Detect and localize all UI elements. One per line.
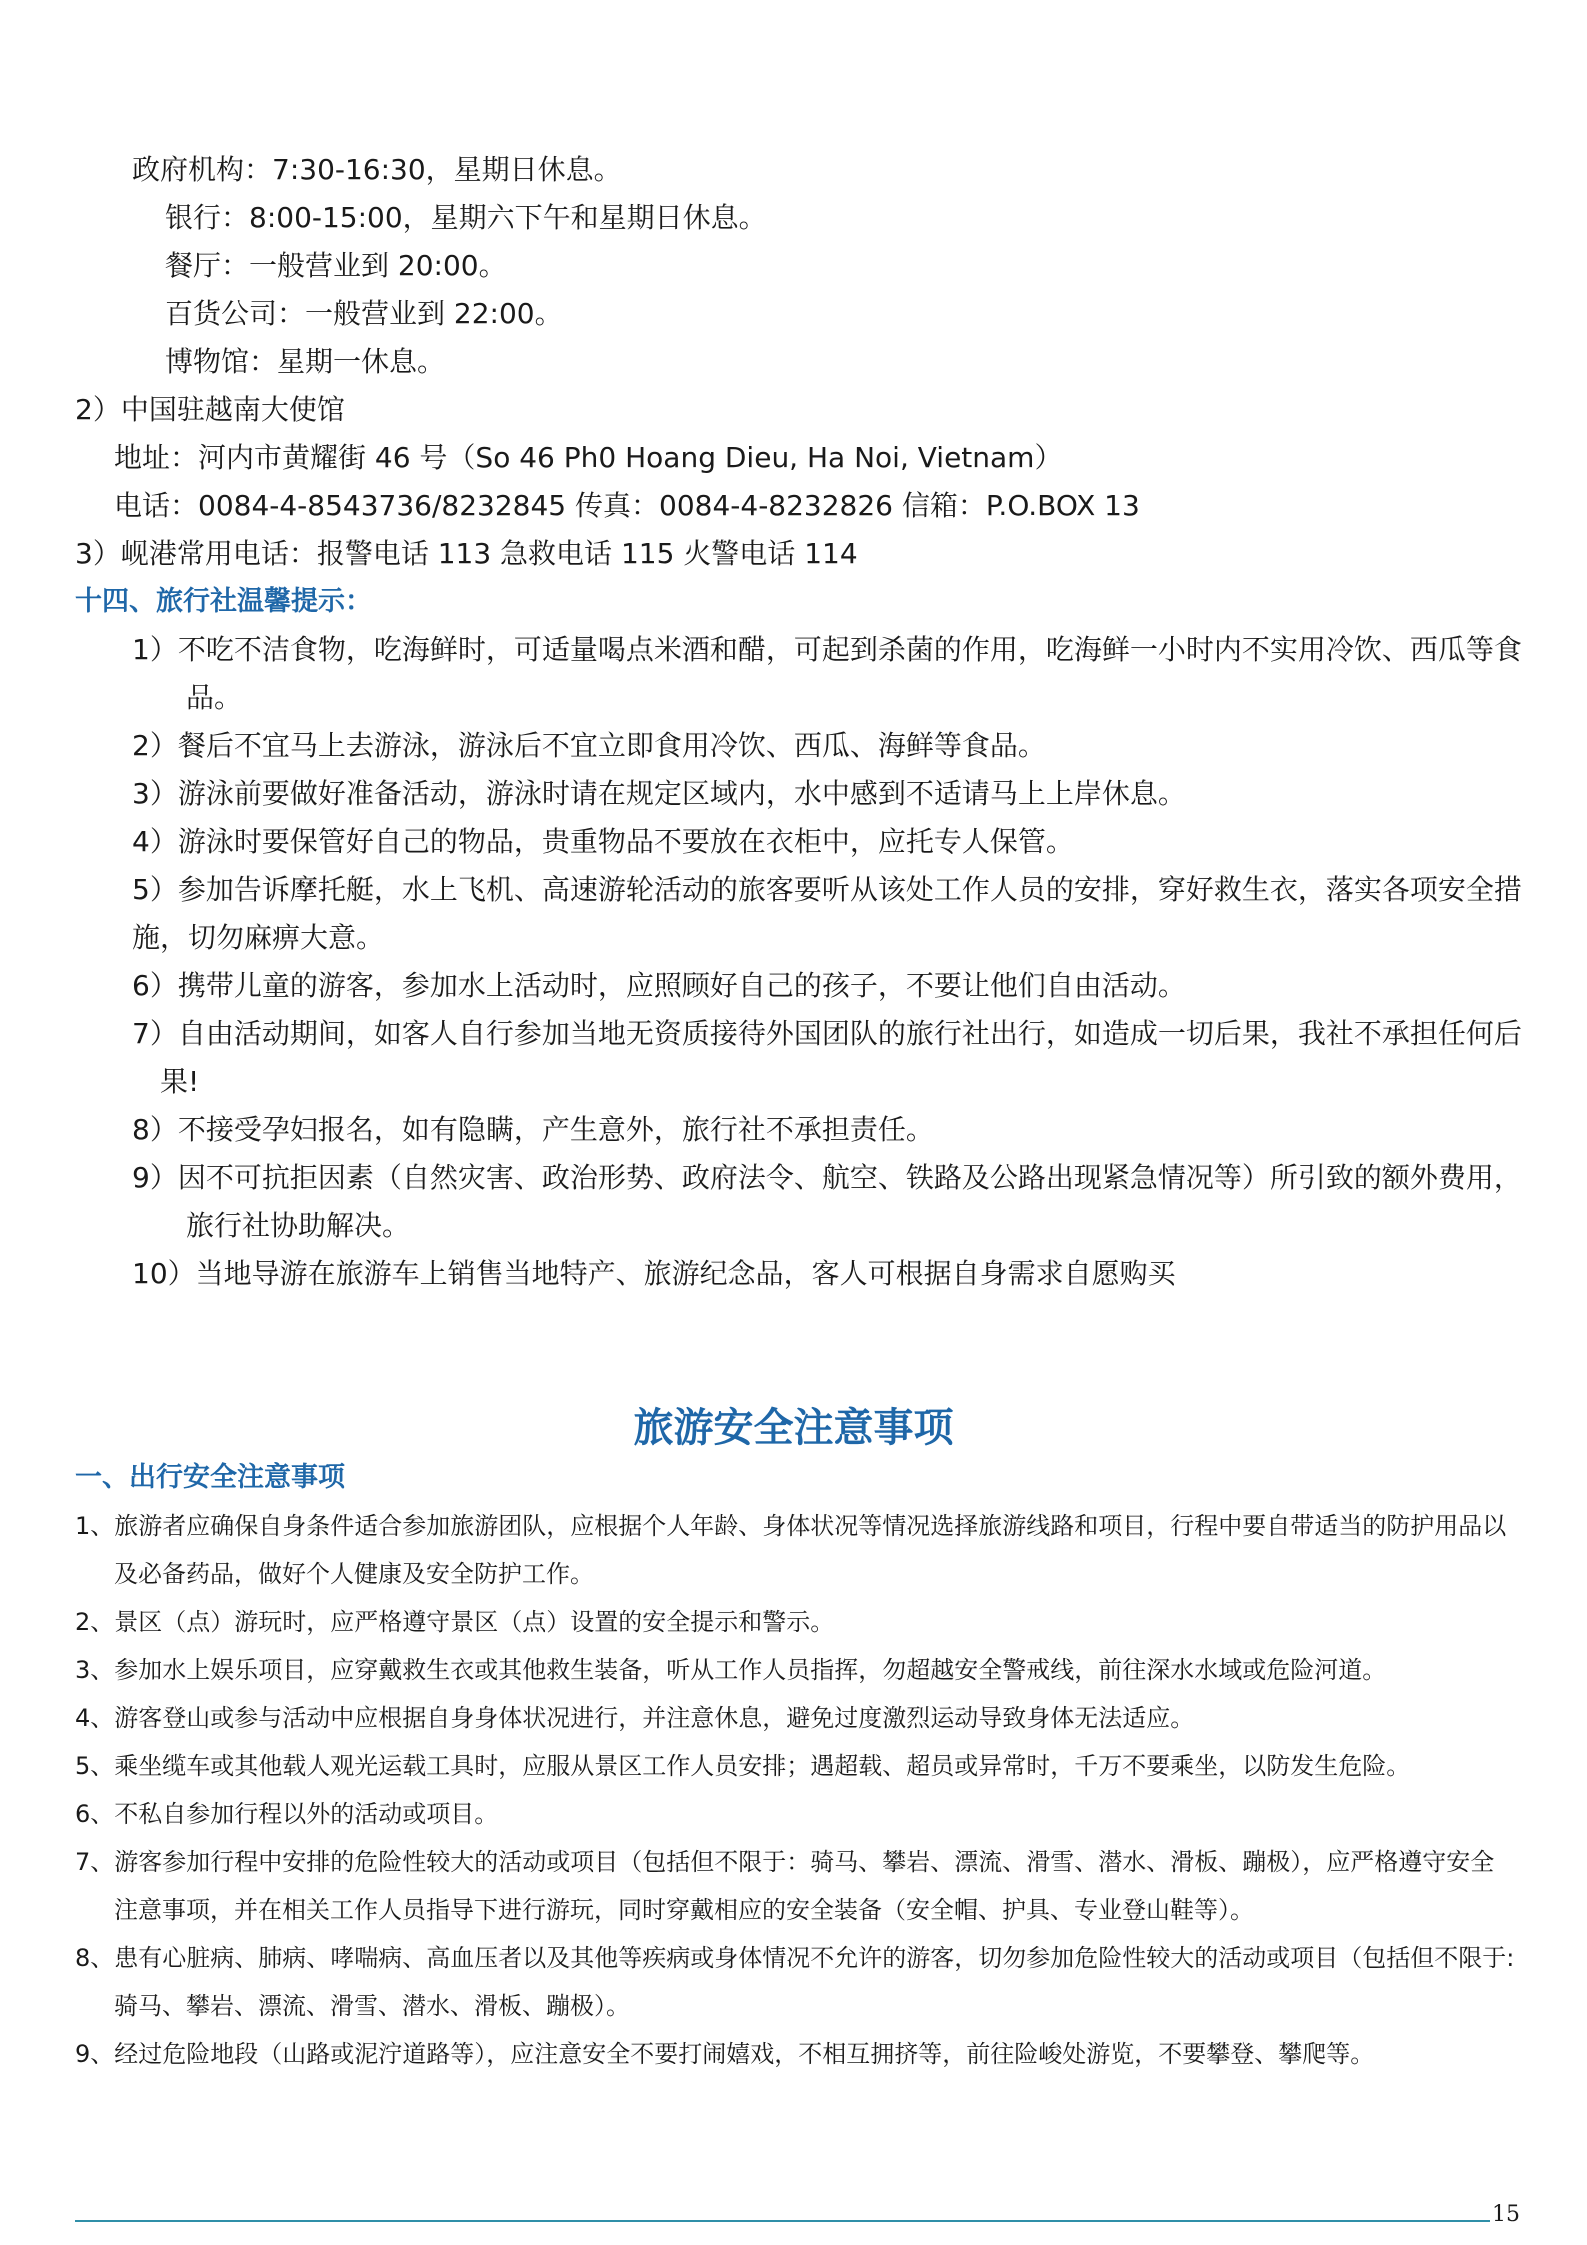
danang-phones: 3）岘港常用电话：报警电话 113 急救电话 115 火警电话 114 [75, 537, 858, 570]
tips-heading: 十四、旅行社温馨提示： [75, 586, 372, 617]
hours-government: 政府机构：7:30-16:30，星期日休息。 [132, 153, 622, 186]
safety-line: 3、参加水上娱乐项目，应穿戴救生衣或其他救生装备，听从工作人员指挥，勿超越安全警戒线，前往深水水域或危险河道。 [75, 1656, 1387, 1684]
embassy-address: 地址：河内市黄耀街 46 号（So 46 Ph0 Hoang Dieu, Ha Noi, Vietnam） [114, 441, 1063, 474]
safety-line: 9、经过危险地段（山路或泥泞道路等），应注意安全不要打闹嬉戏，不相互拥挤等，前往险峻处游览，不要攀登、攀爬等。 [75, 2040, 1375, 2068]
safety-section-heading: 一、出行安全注意事项 [75, 1462, 345, 1493]
safety-line: 6、不私自参加行程以外的活动或项目。 [75, 1800, 499, 1828]
tip-line: 果! [160, 1065, 200, 1098]
hours-museum: 博物馆：星期一休息。 [165, 345, 446, 378]
tip-line: 2）餐后不宜马上去游泳，游泳后不宜立即食用冷饮、西瓜、海鲜等食品。 [132, 729, 1046, 762]
tip-line: 品。 [186, 681, 243, 714]
tip-line: 1）不吃不洁食物，吃海鲜时，可适量喝点米酒和醋，可起到杀菌的作用，吃海鲜一小时内不实用冷饮、西瓜等食 [132, 633, 1522, 666]
hours-department-store: 百货公司：一般营业到 22:00。 [165, 297, 563, 330]
page-number: 15 [1490, 2200, 1520, 2230]
tip-line: 4）游泳时要保管好自己的物品，贵重物品不要放在衣柜中，应托专人保管。 [132, 825, 1074, 858]
safety-line: 骑马、攀岩、漂流、滑雪、潜水、滑板、蹦极）。 [114, 1992, 630, 2020]
safety-line: 4、游客登山或参与活动中应根据自身身体状况进行，并注意休息，避免过度激烈运动导致身体无法适应。 [75, 1704, 1195, 1732]
safety-line: 及必备药品，做好个人健康及安全防护工作。 [114, 1560, 594, 1588]
safety-line: 1、旅游者应确保自身条件适合参加旅游团队，应根据个人年龄、身体状况等情况选择旅游线路和项目，行程中要自带适当的防护用品以 [75, 1512, 1507, 1540]
safety-title: 旅游安全注意事项 [633, 1405, 954, 1451]
tip-line: 9）因不可抗拒因素（自然灾害、政治形势、政府法令、航空、铁路及公路出现紧急情况等）所引致的额外费用， [132, 1161, 1522, 1194]
tip-line: 5）参加告诉摩托艇，水上飞机、高速游轮活动的旅客要听从该处工作人员的安排，穿好救生衣，落实各项安全措 [132, 873, 1522, 906]
embassy-contact: 电话：0084-4-8543736/8232845 传真：0084-4-8232826 信箱：P.O.BOX 13 [114, 489, 1140, 522]
tip-line: 旅行社协助解决。 [186, 1209, 411, 1242]
safety-line: 5、乘坐缆车或其他载人观光运载工具时，应服从景区工作人员安排；遇超载、超员或异常时，千万不要乘坐，以防发生危险。 [75, 1752, 1411, 1780]
tip-line: 施，切勿麻痹大意。 [132, 921, 385, 954]
hours-bank: 银行：8:00-15:00，星期六下午和星期日休息。 [165, 201, 767, 234]
tip-line: 8）不接受孕妇报名，如有隐瞒，产生意外，旅行社不承担责任。 [132, 1113, 934, 1146]
footer-divider [75, 2220, 1513, 2222]
safety-line: 2、景区（点）游玩时，应严格遵守景区（点）设置的安全提示和警示。 [75, 1608, 835, 1636]
safety-line: 注意事项，并在相关工作人员指导下进行游玩，同时穿戴相应的安全装备（安全帽、护具、专业登山鞋等）。 [114, 1896, 1254, 1924]
tip-line: 3）游泳前要做好准备活动，游泳时请在规定区域内，水中感到不适请马上上岸休息。 [132, 777, 1186, 810]
tip-line: 10）当地导游在旅游车上销售当地特产、旅游纪念品，客人可根据自身需求自愿购买 [132, 1257, 1176, 1290]
tip-line: 7）自由活动期间，如客人自行参加当地无资质接待外国团队的旅行社出行，如造成一切后果，我社不承担任何后 [132, 1017, 1522, 1050]
hours-restaurant: 餐厅：一般营业到 20:00。 [165, 249, 507, 282]
safety-line: 8、患有心脏病、肺病、哮喘病、高血压者以及其他等疾病或身体情况不允许的游客，切勿参加危险性较大的活动或项目（包括但不限于: [75, 1944, 1515, 1972]
embassy-heading: 2）中国驻越南大使馆 [75, 393, 345, 426]
safety-line: 7、游客参加行程中安排的危险性较大的活动或项目（包括但不限于：骑马、攀岩、漂流、滑雪、潜水、滑板、蹦极），应严格遵守安全 [75, 1848, 1495, 1876]
tip-line: 6）携带儿童的游客，参加水上活动时，应照顾好自己的孩子，不要让他们自由活动。 [132, 969, 1186, 1002]
